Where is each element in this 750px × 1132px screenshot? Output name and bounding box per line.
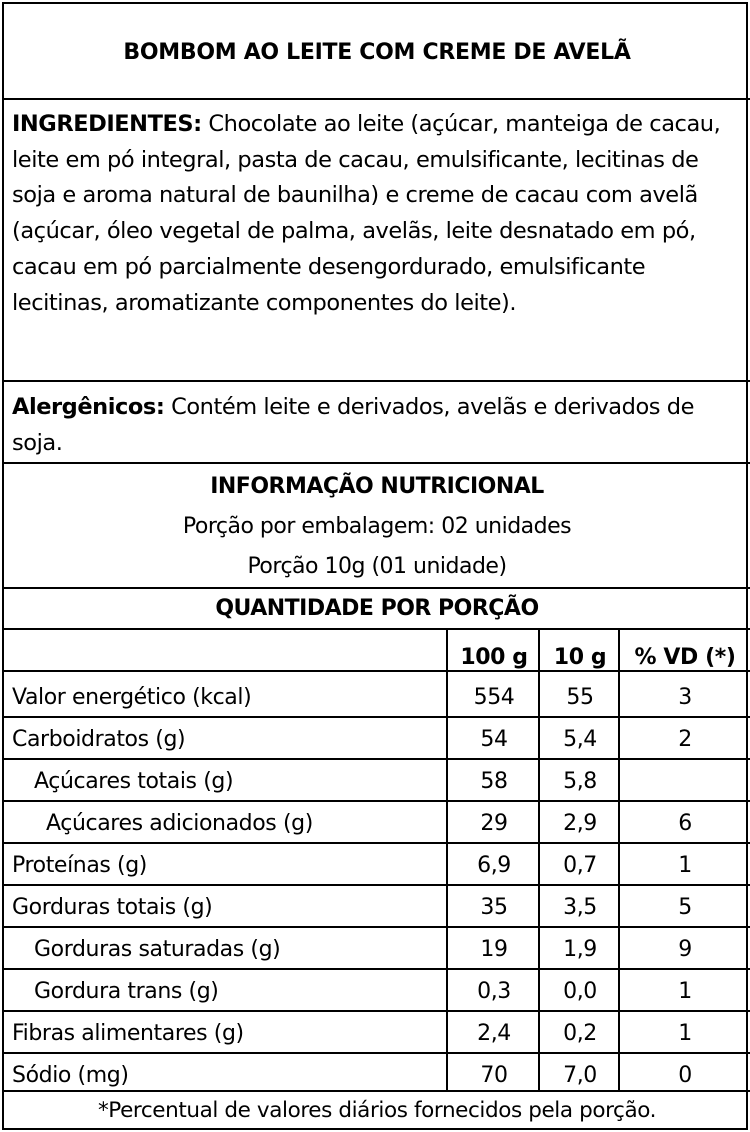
- column-divider: [446, 628, 448, 1090]
- value-100g: 2,4: [477, 1020, 511, 1046]
- nutrition-label: [2, 2, 748, 1130]
- nutrient-name: Açúcares adicionados (g): [46, 810, 313, 836]
- allergens-label: Alergênicos:: [12, 394, 165, 420]
- value-10g: 55: [566, 684, 594, 710]
- portions-per-package: Porção por embalagem: 02 unidades: [182, 514, 572, 539]
- value-10g: 5,4: [563, 726, 597, 752]
- value-vd: 3: [678, 684, 692, 710]
- column-divider: [618, 628, 620, 1090]
- allergens-section: [4, 390, 750, 461]
- nutrient-name: Gorduras totais (g): [12, 894, 213, 920]
- nutrient-name: Carboidratos (g): [12, 726, 186, 752]
- nutrient-name: Açúcares totais (g): [34, 768, 234, 794]
- table-row: [4, 844, 750, 886]
- value-10g: 7,0: [563, 1062, 597, 1088]
- value-10g: 5,8: [563, 768, 597, 794]
- divider: [4, 628, 750, 630]
- divider: [4, 98, 750, 100]
- table-row: [4, 970, 750, 1012]
- value-100g: 29: [480, 810, 508, 836]
- value-10g: 0,0: [563, 978, 597, 1004]
- ingredients-label: INGREDIENTES:: [12, 111, 202, 137]
- product-title: BOMBOM AO LEITE COM CREME DE AVELÃ: [123, 39, 631, 65]
- allergens-text: Contém leite e derivados, avelãs e derivados de soja.: [12, 394, 694, 456]
- value-10g: 0,7: [563, 852, 597, 878]
- table-row: [4, 718, 750, 760]
- footnote: *Percentual de valores diários fornecidos pela porção.: [97, 1098, 657, 1123]
- value-vd: 5: [678, 894, 692, 920]
- column-divider: [538, 628, 540, 1090]
- divider: [4, 670, 750, 672]
- column-header-100g: 100 g: [460, 644, 528, 670]
- table-row: [4, 886, 750, 928]
- nutrient-name: Proteínas (g): [12, 852, 147, 878]
- value-10g: 2,9: [563, 810, 597, 836]
- value-vd: 0: [678, 1062, 692, 1088]
- value-vd: 6: [678, 810, 692, 836]
- value-10g: 0,2: [563, 1020, 597, 1046]
- nutrition-title: INFORMAÇÃO NUTRICIONAL: [210, 474, 544, 499]
- value-10g: 1,9: [563, 936, 597, 962]
- value-100g: 35: [480, 894, 508, 920]
- value-100g: 70: [480, 1062, 508, 1088]
- column-header-10g: 10 g: [553, 644, 607, 670]
- ingredients-text: Chocolate ao leite (açúcar, manteiga de cacau, leite em pó integral, pasta de cacau, emulsificante, lecitinas de soja e aroma natural de baunilha) e creme de cacau com avelã (açúcar, óleo vegetal de palma, avelãs, leite desnatado em pó, cacau em pó parcialmente desengordurado, emulsificante lecitinas, aromatizante componentes do leite).: [12, 111, 721, 316]
- divider: [4, 462, 750, 464]
- nutrient-name: Valor energético (kcal): [12, 684, 252, 710]
- value-vd: 9: [678, 936, 692, 962]
- nutrient-name: Gordura trans (g): [34, 978, 219, 1004]
- value-100g: 19: [480, 936, 508, 962]
- value-vd: [620, 760, 750, 802]
- column-header-vd: % VD (*): [634, 644, 736, 670]
- portion-size: Porção 10g (01 unidade): [247, 554, 507, 579]
- ingredients-section: [4, 107, 750, 321]
- divider: [4, 587, 750, 589]
- quantity-header: QUANTIDADE POR PORÇÃO: [215, 596, 539, 621]
- value-vd: 1: [678, 978, 692, 1004]
- value-100g: 54: [480, 726, 508, 752]
- table-row: [4, 802, 750, 844]
- value-vd: 2: [678, 726, 692, 752]
- nutrient-name: Sódio (mg): [12, 1062, 129, 1088]
- divider: [4, 380, 750, 382]
- nutrient-name: Gorduras saturadas (g): [34, 936, 281, 962]
- table-row: [4, 928, 750, 970]
- table-row: [4, 760, 750, 802]
- value-100g: 0,3: [477, 978, 511, 1004]
- value-100g: 554: [473, 684, 515, 710]
- value-100g: 58: [480, 768, 508, 794]
- nutrient-name: Fibras alimentares (g): [12, 1020, 244, 1046]
- divider: [4, 1090, 750, 1092]
- table-row: [4, 1012, 750, 1054]
- table-row: [4, 676, 750, 718]
- value-vd: 1: [678, 852, 692, 878]
- value-100g: 6,9: [477, 852, 511, 878]
- value-vd: 1: [678, 1020, 692, 1046]
- value-10g: 3,5: [563, 894, 597, 920]
